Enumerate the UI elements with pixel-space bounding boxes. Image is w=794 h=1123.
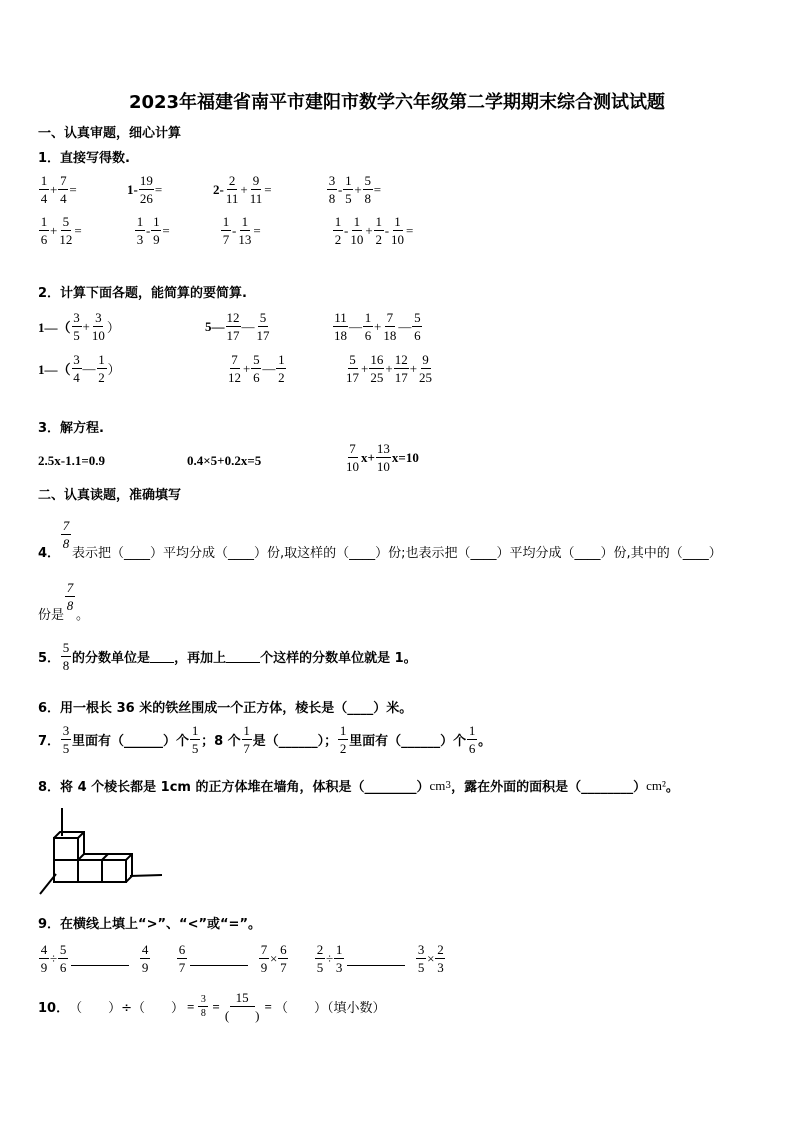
fraction: $\frac{1}{7}$ [222,214,230,247]
fraction: $\frac{7}{4}$ [60,173,67,206]
fraction: $\frac{1}{13}$ [238,214,252,247]
fraction: $\frac{12}{17}$ [226,310,240,343]
q4-line-1: 4． $\frac{7}{8}$ 表示把（____）平均分成（____）份,取这样的（____）份;也表示把（____）平均分成（____）份,其中的（____） [38,518,722,561]
fraction: $\frac{7}{8}$ [62,518,70,551]
fraction: $\frac{19}{26}$ [139,173,153,206]
fraction: $\frac{1}{6}$ [468,723,476,756]
fraction: $\frac{5}{17}$ [256,310,270,343]
q2-expr-6: $\frac{5}{17}$ + $\frac{16}{25}$ + $\frac{12}{17}$ + $\frac{9}{25}$ [346,352,433,385]
fraction: $\frac{5}{6}$ [414,310,421,343]
fraction: $\frac{7}{12}$ [228,352,241,385]
fraction: $\frac{1}{2}$ [334,214,342,247]
fraction: $\frac{4}{9}$ [40,942,48,975]
fraction: $\frac{9}{25}$ [419,352,433,385]
fraction: $\frac{7}{10}$ [346,441,359,474]
q3-equation-2: 0.4×5+0.2x=5 [187,453,262,468]
fraction: $\frac{1}{5}$ [345,173,352,206]
q2-label: 2．计算下面各题，能简算的要简算. [38,286,247,301]
fraction: $\frac{6}{7}$ [178,942,186,975]
answer-blank[interactable] [150,650,174,663]
q1-expr-1: $\frac{1}{4}$ + $\frac{7}{4}$ = [40,173,77,206]
q9-label: 9．在横线上填上“>”、“<”或“=”。 [38,917,261,932]
fraction: $\frac{5}{6}$ [253,352,260,385]
q10: 10． （ ）÷（ ） = $\frac{3}{8}$ = $\frac{15}{( )}$ = （ ）（填小数） [38,990,386,1023]
q4-line-2: 份是 $\frac{7}{8}$ 。 [38,580,90,623]
fraction: $\frac{3}{10}$ [91,310,105,343]
fraction: $\frac{2}{3}$ [437,942,444,975]
fraction: $\frac{5}{12}$ [59,214,73,247]
q3-equation-1: 2.5x-1.1=0.9 [38,453,105,468]
fraction: $\frac{1}{3}$ [136,214,144,247]
section-2-heading: 二、认真读题，准确填写 [38,488,182,503]
fraction: $\frac{1}{5}$ [191,723,199,756]
q1-expr-3: 2- $\frac{2}{11}$ + $\frac{9}{11}$ = [213,173,272,206]
fraction: $\frac{16}{25}$ [370,352,384,385]
fraction: $\frac{1}{2}$ [375,214,382,247]
fraction: $\frac{1}{10}$ [391,214,405,247]
fraction: $\frac{3}{8}$ [328,173,336,206]
page-title: 2023年福建省南平市建阳市数学六年级第二学期期末综合测试试题 [128,92,666,113]
fraction: $\frac{6}{7}$ [280,942,287,975]
q2-expr-3: $\frac{11}{18}$ — $\frac{1}{6}$ + $\frac{7}{18}$ — $\frac{5}{6}$ [334,310,421,343]
fraction: $\frac{3}{5}$ [73,310,80,343]
q3-equation-3: $\frac{7}{10}$ x+ $\frac{13}{10}$ x=10 [346,441,419,474]
fraction: $\frac{1}{2}$ [278,352,285,385]
fraction: $\frac{13}{10}$ [376,441,390,474]
fraction: $\frac{3}{4}$ [73,352,80,385]
answer-blank[interactable] [226,650,260,663]
fraction: $\frac{1}{6}$ [40,214,48,247]
compare-blank[interactable] [347,951,405,966]
q2-expr-1: 1—（ $\frac{3}{5}$ + $\frac{3}{10}$ ） [38,310,120,343]
fraction: $\frac{15}{( )}$ [224,990,260,1023]
fraction: $\frac{1}{7}$ [243,723,250,756]
q7: 7． $\frac{3}{5}$ 里面有（______）个 $\frac{1}{5}$ ；8 个 $\frac{1}{7}$ 是（______）； $\frac{1}{2}$ 里面有（______）个 $\frac{1}{6}$ 。 [38,723,492,756]
q1-expr-2: 1- $\frac{19}{26}$ = [127,173,163,206]
q3-label: 3．解方程. [38,421,104,436]
fraction: $\frac{4}{9}$ [141,942,149,975]
fraction: $\frac{11}{18}$ [334,310,347,343]
q8: 8．将 4 个棱长都是 1cm 的正方体堆在墙角，体积是（________） cm 3 ，露在外面的面积是（________） cm² 。 [38,777,679,795]
fraction: $\frac{1}{2}$ [98,352,105,385]
q9-compare-2: $\frac{6}{7}$ $\frac{7}{9}$ × $\frac{6}{7}$ [178,942,287,975]
q1-expr-8: $\frac{1}{2}$ - $\frac{1}{10}$ + $\frac{1}{2}$ - $\frac{1}{10}$ = [334,214,414,247]
q1-expr-7: $\frac{1}{7}$ - $\frac{1}{13}$ = [222,214,261,247]
fraction: $\frac{1}{3}$ [335,942,343,975]
fraction: $\frac{3}{8}$ [198,994,208,1019]
q1-expr-4: $\frac{3}{8}$ - $\frac{1}{5}$ + $\frac{5}{8}$ = [328,173,382,206]
fraction: $\frac{3}{5}$ [62,723,70,756]
q1-expr-6: $\frac{1}{3}$ - $\frac{1}{9}$ = [136,214,170,247]
q2-expr-5: $\frac{7}{12}$ + $\frac{5}{6}$ — $\frac{1}{2}$ [228,352,285,385]
q6: 6．用一根长 36 米的铁丝围成一个正方体，棱长是（____）米。 [38,701,413,716]
fraction: $\frac{7}{8}$ [66,580,74,613]
fraction: $\frac{1}{9}$ [153,214,160,247]
q2-expr-2: 5— $\frac{12}{17}$ — $\frac{5}{17}$ [205,310,270,343]
fraction: $\frac{5}{8}$ [364,173,371,206]
section-1-heading: 一、认真审题，细心计算 [38,126,182,141]
fraction: $\frac{5}{6}$ [59,942,67,975]
q2-expr-4: 1—（ $\frac{3}{4}$ — $\frac{1}{2}$ ） [38,352,121,385]
compare-blank[interactable] [190,951,248,966]
fraction: $\frac{7}{9}$ [260,942,268,975]
q5: 5． $\frac{5}{8}$ 的分数单位是 ，再加上 个这样的分数单位就是 1。 [38,640,417,673]
fraction: $\frac{5}{17}$ [346,352,359,385]
fraction: $\frac{12}{17}$ [394,352,408,385]
fraction: $\frac{1}{4}$ [40,173,48,206]
fraction: $\frac{1}{2}$ [339,723,347,756]
q9-compare-1: $\frac{4}{9}$ ÷ $\frac{5}{6}$ $\frac{4}{9}$ [40,942,149,975]
fraction: $\frac{1}{10}$ [350,214,364,247]
fraction: $\frac{2}{11}$ [225,173,239,206]
stacked-cubes-figure [38,808,168,900]
fraction: $\frac{1}{6}$ [364,310,372,343]
fraction: $\frac{9}{11}$ [249,173,263,206]
compare-blank[interactable] [71,951,129,966]
q1-expr-5: $\frac{1}{6}$ + $\frac{5}{12}$ = [40,214,82,247]
fraction: $\frac{7}{18}$ [383,310,397,343]
fraction: $\frac{3}{5}$ [417,942,425,975]
q1-label: 1．直接写得数. [38,151,130,166]
fraction: $\frac{2}{5}$ [316,942,324,975]
q9-compare-3: $\frac{2}{5}$ ÷ $\frac{1}{3}$ $\frac{3}{5}$ × $\frac{2}{3}$ [316,942,444,975]
fraction: $\frac{5}{8}$ [62,640,70,673]
